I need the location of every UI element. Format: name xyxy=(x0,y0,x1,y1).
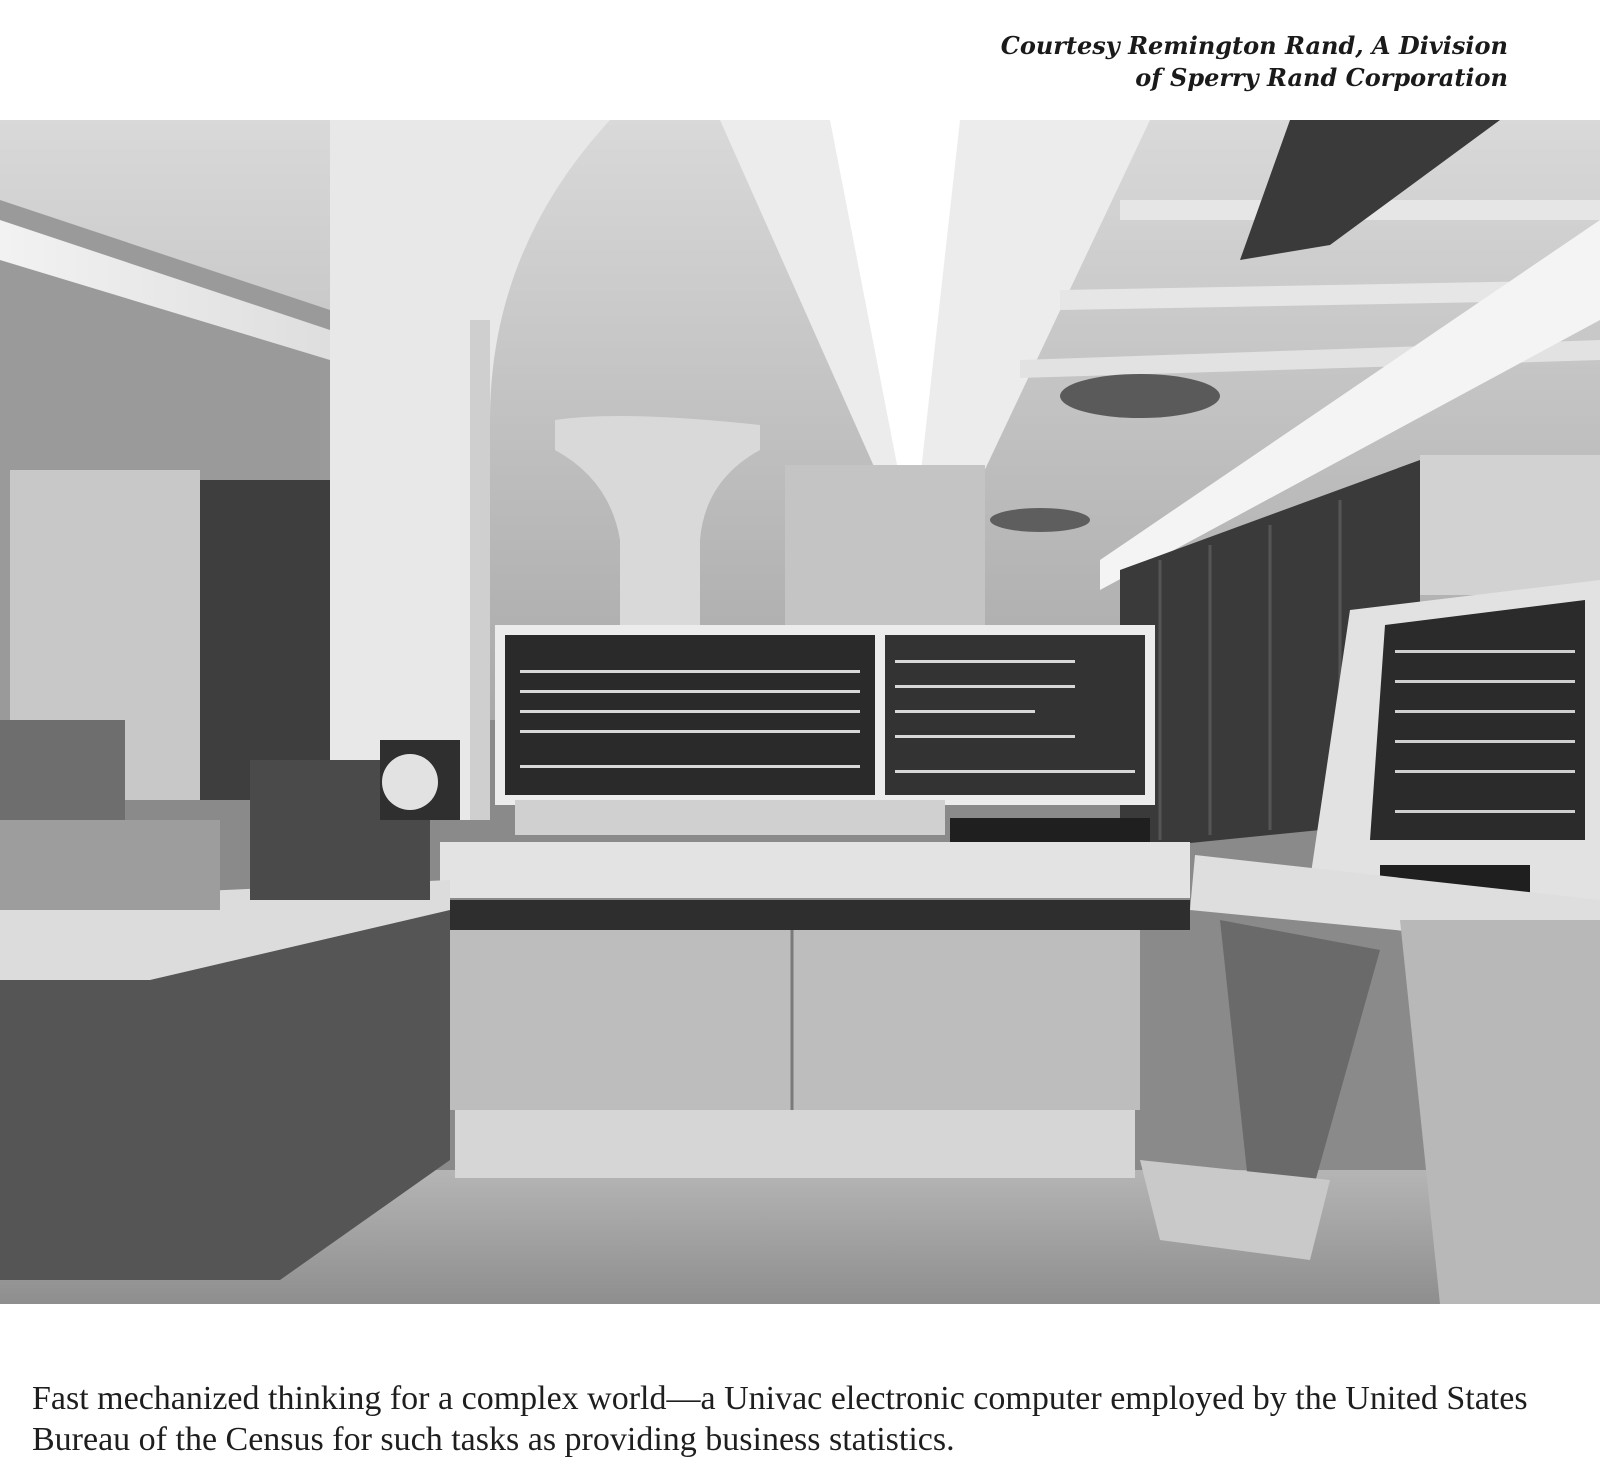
console-desk-body xyxy=(450,930,1140,1110)
photo-caption: Fast mechanized thinking for a complex world—a Univac electronic computer employed by the United States Bureau of the Census for such tasks as providing business statistics. xyxy=(32,1380,1528,1458)
photograph xyxy=(0,120,1600,1304)
univac-computer-room-photo xyxy=(0,120,1600,1304)
ceiling-diffuser-1 xyxy=(1060,374,1220,418)
rear-cabinet xyxy=(785,465,985,645)
console-switch-strip xyxy=(515,800,945,835)
right-control-panel-display xyxy=(1370,600,1585,840)
console-desk-front xyxy=(440,900,1190,930)
photo-credit-line-1: Courtesy Remington Rand, A Division xyxy=(1000,31,1508,60)
right-cabinet-top xyxy=(1420,455,1600,595)
column-left-shadow xyxy=(470,320,490,820)
left-cabinet-dark xyxy=(200,480,330,800)
main-control-panel-display xyxy=(505,635,875,795)
console-desk-base xyxy=(455,1110,1135,1178)
console-desk-top xyxy=(440,842,1190,898)
photo-credit xyxy=(808,30,1508,94)
right-desk-leg xyxy=(1220,920,1380,1200)
tape-reel xyxy=(382,754,438,810)
ceiling-diffuser-2 xyxy=(990,508,1090,532)
photo-credit-line-2: of Sperry Rand Corporation xyxy=(1135,63,1508,92)
printer-device-2 xyxy=(0,820,220,910)
